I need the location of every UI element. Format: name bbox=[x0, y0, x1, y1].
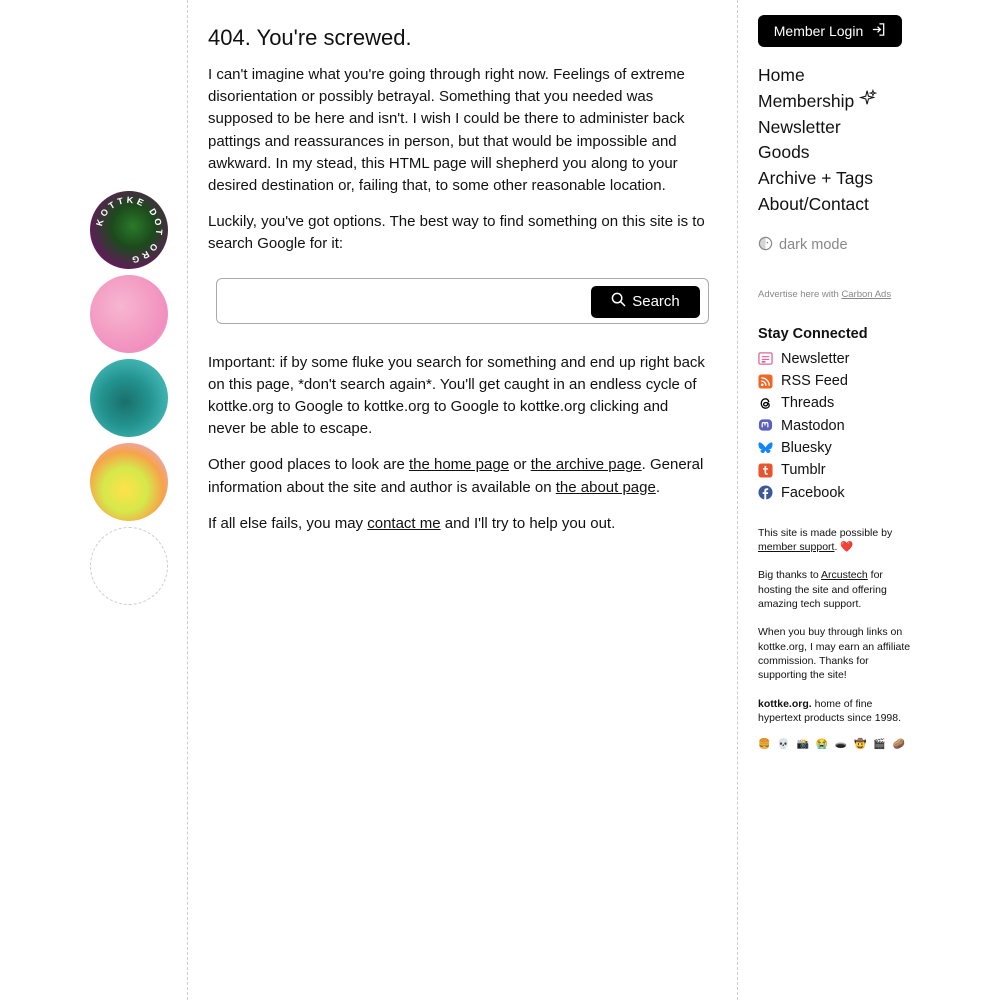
social-rss[interactable] bbox=[758, 370, 918, 392]
member-login-button[interactable] bbox=[758, 15, 902, 47]
tumblr-icon bbox=[758, 463, 773, 478]
places-paragraph bbox=[208, 454, 708, 498]
search-input[interactable] bbox=[221, 283, 595, 319]
left-divider bbox=[187, 0, 188, 1000]
pink-watercolor-circle[interactable] bbox=[90, 275, 168, 353]
heart-icon: ❤️ bbox=[840, 541, 854, 554]
emoji-row: 🍔 💀 📸 😭 🕳️ 🤠 🎬 🥔 bbox=[758, 739, 908, 751]
nav-about-contact[interactable] bbox=[758, 192, 918, 218]
rss-icon bbox=[758, 374, 773, 389]
dark-mode-label: dark mode bbox=[779, 237, 848, 254]
contact-paragraph bbox=[208, 513, 708, 535]
archive-page-link[interactable]: the archive page bbox=[530, 456, 642, 474]
google-search-form bbox=[216, 278, 709, 324]
options-paragraph: Luckily, you've got options. The best way to find something on this site is to search Google for it: bbox=[208, 213, 705, 253]
social-mastodon[interactable] bbox=[758, 415, 918, 437]
places-text-2: or bbox=[509, 456, 531, 474]
contact-me-link[interactable]: contact me bbox=[367, 514, 441, 532]
rainbow-watercolor-circle[interactable] bbox=[90, 443, 168, 521]
support-note bbox=[758, 526, 918, 555]
support-text-2: . bbox=[834, 541, 841, 554]
intro-paragraph: I can't imagine what you're going through right now. Feelings of extreme disorientation or possibly betrayal. Something that you needed was supposed to be here and isn't. I wish I could be there to administer back pattings and reassurances in person, but that would be impossible and awkward. In my stead, this HTML page will shepherd you along to your desired destination or, failing that, to some other reasonable location. bbox=[208, 66, 685, 195]
social-threads-label: Threads bbox=[781, 395, 835, 412]
teal-watercolor-circle[interactable] bbox=[90, 359, 168, 437]
arcustech-link[interactable]: Arcustech bbox=[821, 569, 868, 582]
social-newsletter[interactable] bbox=[758, 348, 918, 370]
bluesky-icon bbox=[758, 441, 773, 456]
mastodon-icon bbox=[758, 418, 773, 433]
social-mastodon-label: Mastodon bbox=[781, 417, 845, 434]
contact-text-1: If all else fails, you may bbox=[208, 514, 368, 532]
nav-home-label: Home bbox=[758, 65, 805, 85]
social-threads[interactable] bbox=[758, 392, 918, 414]
nav-archive-tags[interactable] bbox=[758, 166, 918, 192]
page-title: 404. You're screwed. bbox=[208, 25, 412, 50]
support-text: This site is made possible by bbox=[758, 526, 893, 539]
nav-newsletter[interactable] bbox=[758, 115, 918, 141]
social-bluesky[interactable] bbox=[758, 437, 918, 459]
moon-face-icon bbox=[758, 236, 773, 255]
search-button-label: Search bbox=[632, 293, 680, 311]
svg-text:KOTTKE DOT ORG: KOTTKE DOT ORG bbox=[94, 194, 165, 266]
contact-text-2: and I'll try to help you out. bbox=[440, 514, 616, 532]
threads-icon bbox=[758, 396, 773, 411]
tagline bbox=[758, 697, 918, 726]
dark-mode-toggle[interactable] bbox=[758, 236, 918, 255]
nav-archive-tags-label: Archive + Tags bbox=[758, 168, 873, 189]
nav-membership-label: Membership bbox=[758, 90, 855, 111]
warning-paragraph: Important: if by some fluke you search for something and end up right back on this page, *don't search again*. You'll get caught in an endless cycle of kottke.org to Google to kottke.org to Google to kottke.org clicking and never be able to escape. bbox=[208, 353, 705, 438]
tagline-site-name: kottke.org. bbox=[758, 697, 812, 710]
hosting-note bbox=[758, 568, 918, 611]
social-bluesky-label: Bluesky bbox=[781, 439, 832, 456]
facebook-icon bbox=[758, 485, 773, 500]
nav-newsletter-label: Newsletter bbox=[758, 116, 841, 137]
about-page-link[interactable]: the about page bbox=[555, 478, 656, 496]
social-tumblr[interactable] bbox=[758, 459, 918, 481]
stay-connected-heading: Stay Connected bbox=[758, 325, 868, 342]
right-divider bbox=[737, 0, 738, 1000]
sparkle-icon bbox=[859, 89, 877, 115]
member-support-link[interactable]: member support bbox=[758, 541, 835, 554]
places-text-3: . General information about the site and author is available on bbox=[208, 456, 704, 496]
logo-ring-text bbox=[90, 191, 168, 269]
main-content bbox=[208, 22, 708, 549]
main-nav bbox=[758, 63, 918, 218]
social-facebook[interactable] bbox=[758, 482, 918, 504]
social-rss-label: RSS Feed bbox=[781, 373, 848, 390]
tagline-text: home of fine hypertext products since 1998. bbox=[758, 697, 902, 724]
social-facebook-label: Facebook bbox=[781, 484, 845, 501]
advert-text: Advertise here with bbox=[758, 288, 842, 300]
login-arrow-icon bbox=[871, 22, 886, 40]
nav-membership[interactable] bbox=[758, 89, 918, 115]
member-login-label: Member Login bbox=[773, 23, 864, 39]
nav-about-contact-label: About/Contact bbox=[758, 193, 869, 214]
social-links bbox=[758, 348, 918, 504]
hosting-text-1: Big thanks to bbox=[758, 569, 822, 582]
carbon-ads-link[interactable]: Carbon Ads bbox=[841, 288, 892, 300]
social-newsletter-label: Newsletter bbox=[781, 350, 850, 367]
empty-circle-placeholder bbox=[90, 527, 168, 605]
search-button[interactable] bbox=[591, 286, 700, 318]
newsletter-icon bbox=[758, 351, 773, 366]
places-text-4: . bbox=[655, 478, 660, 496]
circle-nav bbox=[90, 191, 168, 611]
nav-home[interactable] bbox=[758, 63, 918, 89]
search-icon bbox=[611, 292, 626, 311]
site-logo[interactable] bbox=[90, 191, 168, 269]
nav-goods[interactable] bbox=[758, 140, 918, 166]
hosting-text-2: for hosting the site and offering amazing tech support. bbox=[758, 569, 887, 611]
places-text-1: Other good places to look are bbox=[208, 456, 409, 474]
home-page-link[interactable]: the home page bbox=[408, 456, 510, 474]
social-tumblr-label: Tumblr bbox=[781, 462, 826, 479]
sidebar bbox=[758, 15, 918, 750]
advert-notice bbox=[758, 289, 918, 300]
affiliate-note: When you buy through links on kottke.org, I may earn an affiliate commission. Thanks for supporting the site! bbox=[758, 626, 911, 682]
nav-goods-label: Goods bbox=[758, 142, 810, 163]
